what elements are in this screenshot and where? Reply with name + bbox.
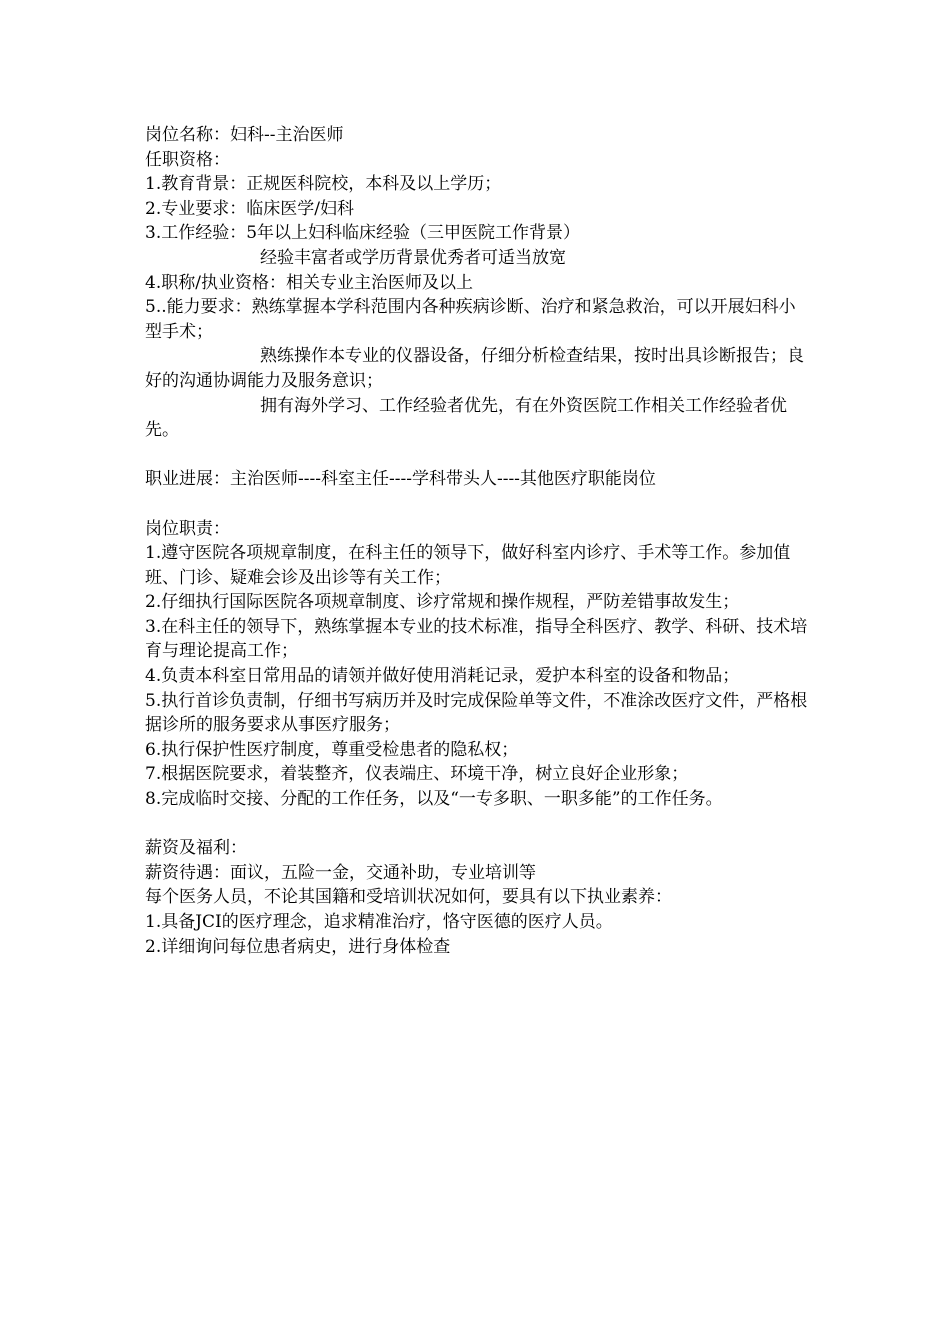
duty-item: 8.完成临时交接、分配的工作任务，以及“一专多职、一职多能”的工作任务。 <box>145 789 723 810</box>
benefits-salary: 薪资待遇：面议，五险一金，交通补助，专业培训等 <box>145 862 536 883</box>
qualification-title: 4.职称/执业资格：相关专业主治医师及以上 <box>145 272 473 293</box>
spacer <box>145 443 810 468</box>
qualification-major: 2.专业要求：临床医学/妇科 <box>145 198 354 219</box>
duty-item: 2.仔细执行国际医院各项规章制度、诊疗常规和操作规程，严防差错事故发生； <box>145 592 740 613</box>
career-path: 职业进展：主治医师----科室主任----学科带头人----其他医疗职能岗位 <box>145 469 656 490</box>
qualification-experience-note: 经验丰富者或学历背景优秀者可适当放宽 <box>260 247 566 268</box>
qualification-experience: 3.工作经验：5年以上妇科临床经验（三甲医院工作背景） <box>145 223 581 244</box>
document-page <box>145 123 810 959</box>
benefits-intro: 每个医务人员，不论其国籍和受培训状况如何，要具有以下执业素养： <box>145 887 672 908</box>
qualification-ability-2: 熟练操作本专业的仪器设备，仔细分析检查结果，按时出具诊断报告；良好的沟通协调能力及服务意识； <box>145 346 804 391</box>
duty-item: 6.执行保护性医疗制度，尊重受检患者的隐私权； <box>145 739 519 760</box>
benefits-item: 2.详细询问每位患者病史，进行身体检查 <box>145 936 451 957</box>
qualification-ability-3: 拥有海外学习、工作经验者优先，有在外资医院工作相关工作经验者优先。 <box>145 395 787 441</box>
duty-item: 4.负责本科室日常用品的请领并做好使用消耗记录，爱护本科室的设备和物品； <box>145 666 740 687</box>
benefits-item: 1.具备JCI的医疗理念，追求精准治疗，恪守医德的医疗人员。 <box>145 912 613 932</box>
duty-item: 5.执行首诊负责制，仔细书写病历并及时完成保险单等文件，不准涂改医疗文件，严格根据诊所的服务要求从事医疗服务； <box>145 690 808 736</box>
duties-heading: 岗位职责： <box>145 518 230 539</box>
duty-item: 1.遵守医院各项规章制度，在科主任的领导下，做好科室内诊疗、手术等工作。参加值班、门诊、疑难会诊及出诊等有关工作； <box>145 543 791 588</box>
spacer <box>145 812 810 837</box>
duty-item: 7.根据医院要求，着装整齐，仪表端庄、环境干净，树立良好企业形象； <box>145 764 689 785</box>
spacer <box>145 492 810 517</box>
benefits-heading: 薪资及福利： <box>145 838 247 859</box>
duty-item: 3.在科主任的领导下，熟练掌握本专业的技术标准，指导全科医疗、教学、科研、技术培育与理论提高工作； <box>145 616 808 662</box>
qualification-education: 1.教育背景：正规医科院校，本科及以上学历； <box>145 174 502 195</box>
qualification-ability-1: 5..能力要求：熟练掌握本学科范围内各种疾病诊断、治疗和紧急救治，可以开展妇科小型手术； <box>145 297 796 342</box>
position-title: 岗位名称：妇科--主治医师 <box>145 125 344 145</box>
qualifications-heading: 任职资格： <box>145 149 230 170</box>
